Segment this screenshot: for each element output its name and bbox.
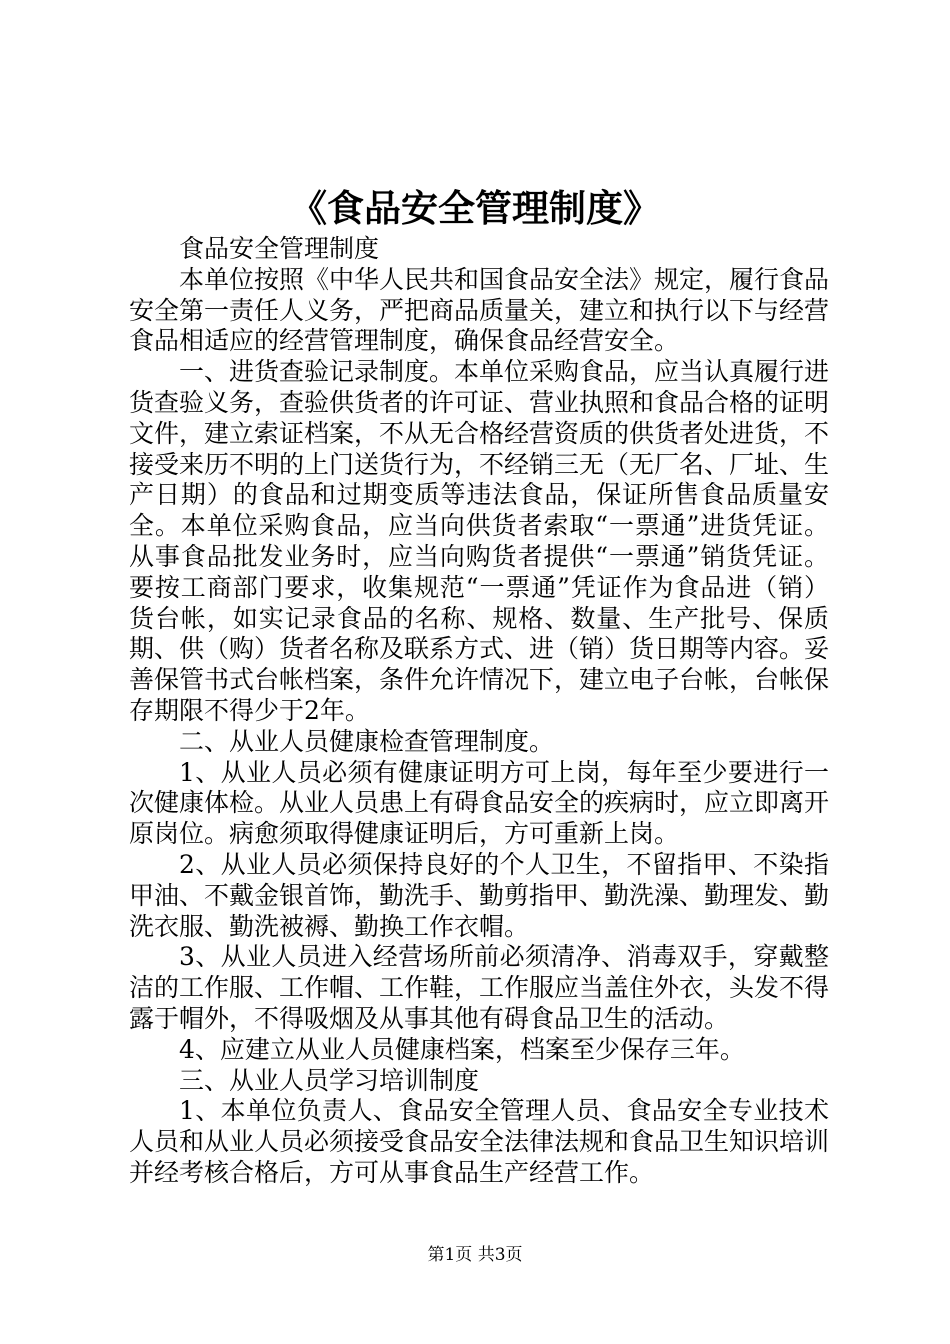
paragraph-intro: 本单位按照《中华人民共和国食品安全法》规定，履行食品安全第一责任人义务，严把商品质量关，建立和执行以下与经营食品相适应的经营管理制度，确保食品经营安全。 [129, 264, 830, 356]
paragraph-section-3-heading: 三、从业人员学习培训制度 [179, 1065, 480, 1095]
paragraph-heading: 食品安全管理制度 [179, 234, 380, 263]
paragraph-section-3-item-1: 1、本单位负责人、食品安全管理人员、食品安全专业技术人员和从业人员必须接受食品安全法律法规和食品卫生知识培训并经考核合格后，方可从事食品生产经营工作。 [129, 1096, 830, 1187]
paragraph-section-2-item-2: 2、从业人员必须保持良好的个人卫生，不留指甲、不染指甲油、不戴金银首饰，勤洗手、勤剪指甲、勤洗澡、勤理发、勤洗衣服、勤洗被褥、勤换工作衣帽。 [129, 849, 830, 941]
document-body [129, 234, 829, 1189]
page-footer: 第1页 共3页 [427, 1245, 523, 1265]
paragraph-section-2-heading: 二、从业人员健康检查管理制度。 [179, 726, 555, 756]
paragraph-section-2-item-4: 4、应建立从业人员健康档案，档案至少保存三年。 [179, 1034, 745, 1064]
document-title: 《食品安全管理制度》 [290, 186, 660, 230]
paragraph-section-2-item-1: 1、从业人员必须有健康证明方可上岗，每年至少要进行一次健康体检。从业人员患上有碍食品安全的疾病时，应立即离开原岗位。病愈须取得健康证明后，方可重新上岗。 [129, 757, 830, 849]
paragraph-section-2-item-3: 3、从业人员进入经营场所前必须清净、消毒双手，穿戴整洁的工作服、工作帽、工作鞋，工作服应当盖住外衣，头发不得露于帽外，不得吸烟及从事其他有碍食品卫生的活动。 [129, 942, 830, 1033]
paragraph-section-1: 一、进货查验记录制度。本单位采购食品，应当认真履行进货查验义务，查验供货者的许可证、营业执照和食品合格的证明文件，建立索证档案，不从无合格经营资质的供货者处进货，不接受来历不明的上门送货行为，不经销三无（无厂名、厂址、生产日期）的食品和过期变质等违法食品，保证所售食品质量安全。本单位采购食品，应当向供货者索取“一票通”进货凭证。从事食品批发业务时，应当向购货者提供“一票通”销货凭证。要按工商部门要求，收集规范“一票通”凭证作为食品进（销）货台帐，如实记录食品的名称、规格、数量、生产批号、保质期、供（购）货者名称及联系方式、进（销）货日期等内容。妥善保管书式台帐档案，条件允许情况下，建立电子台帐，台帐保存期限不得少于2年。 [129, 357, 830, 725]
